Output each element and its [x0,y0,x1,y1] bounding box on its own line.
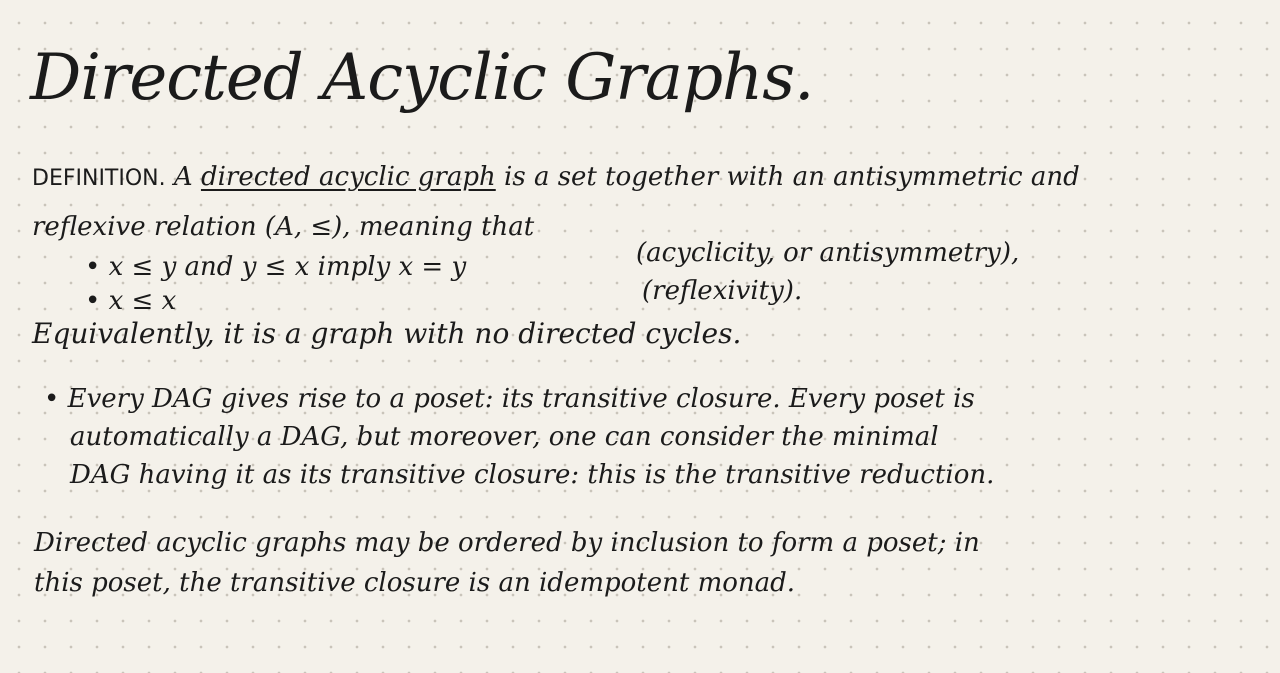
definition-bullet-1 [85,254,466,280]
definition-bullet-2-note: (reflexivity). [642,276,803,306]
equivalently-line: Equivalently, it is a graph with no directed cycles. [32,317,742,350]
poset-bullet-line-1 [44,386,975,412]
closing-line-1: Directed acyclic graphs may be ordered by inclusion to form a poset; in [34,528,980,558]
definition-bullet-2 [85,288,176,314]
bullet-marker: • [85,286,101,316]
definition-bullet-2-text: x ≤ x [108,286,177,316]
page-title: Directed Acyclic Graphs. [30,41,814,115]
closing-line-2: this poset, the transitive closure is an idempotent monad. [34,568,796,598]
definition-bullet-1-note: (acyclicity, or antisymmetry), [636,238,1020,268]
bullet-marker: • [85,252,101,282]
definition-term: directed acyclic graph [200,162,496,192]
definition-line-1 [32,164,1080,190]
definition-line-2: reflexive relation (A, ≤), meaning that [32,212,535,242]
definition-keyword: DEFINITION. [32,166,166,191]
bullet-marker: • [44,384,60,414]
poset-bullet-line-3: DAG having it as its transitive closure: this is the transitive reduction. [70,460,995,490]
definition-line-1-rest: is a set together with an antisymmetric and [504,162,1080,192]
poset-bullet-line-2: automatically a DAG, but moreover, one can consider the minimal [70,422,939,452]
definition-article: A [173,162,193,192]
definition-bullet-1-text: x ≤ y and y ≤ x imply x = y [108,252,467,282]
poset-bullet-line-1-text: Every DAG gives rise to a poset: its transitive closure. Every poset is [67,384,975,414]
